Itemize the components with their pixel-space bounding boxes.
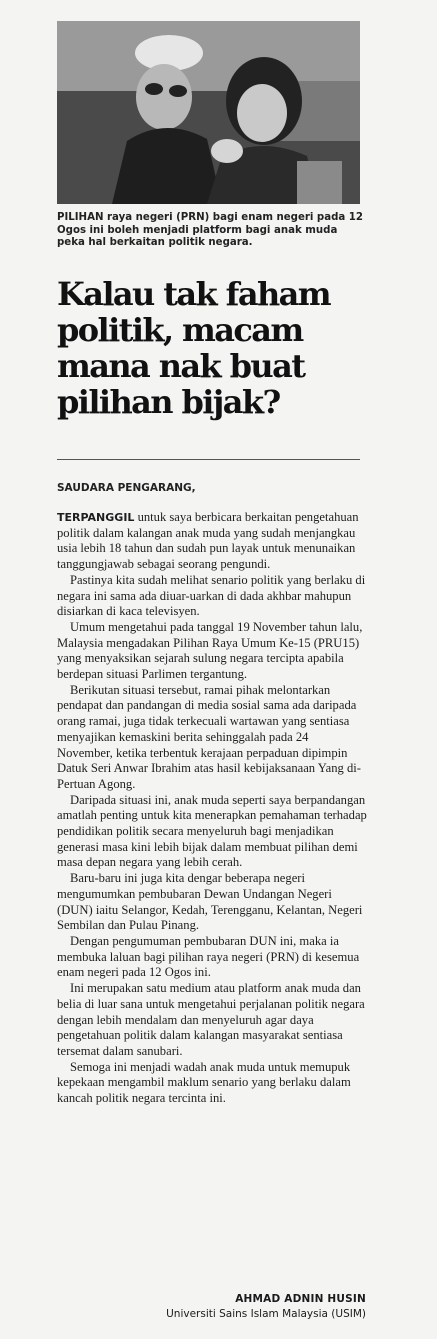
photo-illustration: [57, 21, 360, 204]
paragraph-3: Umum mengetahui pada tanggal 19 November tahun lalu, Malaysia mengadakan Pilihan Raya Umum Ke-15 (PRU15) yang menyaksikan sejarah sulung negara tercipta apabila berdepan situasi Parlimen tergantung.: [57, 619, 363, 682]
article-photo: [57, 21, 360, 204]
photo-caption: [57, 212, 367, 250]
salutation: SAUDARA PENGARANG,: [57, 482, 196, 494]
paragraph-7: Dengan pengumuman pembubaran DUN ini, maka ia membuka laluan bagi pilihan raya negeri (PRN) di kesemua enam negeri pada 12 Ogos ini.: [57, 933, 360, 980]
author-affiliation: Universiti Sains Islam Malaysia (USIM): [166, 1308, 366, 1320]
author-signature: [166, 1293, 366, 1320]
divider: [57, 459, 360, 460]
paragraph-9: Semoga ini menjadi wadah anak muda untuk memupuk kepekaan mengambil maklum senario yang berlaku dalam kancah politik negara tercinta ini.: [57, 1059, 351, 1106]
caption-text: raya negeri (PRN) bagi enam negeri pada 12 Ogos ini boleh menjadi platform bagi anak muda peka hal berkaitan politik negara.: [57, 212, 363, 249]
paragraph-5: Daripada situasi ini, anak muda seperti saya berpandangan amatlah penting untuk kita menerapkan pemahaman terhadap pendidikan politik secara menyeluruh bagi menjadikan generasi masa kini lebih bijak dalam membuat pilihan demi masa depan negara yang lebih cerah.: [57, 792, 367, 870]
headline: Kalau tak faham politik, macam mana nak buat pilihan bijak?: [57, 275, 331, 421]
paragraph-1: [57, 510, 367, 573]
paragraph-2: Pastinya kita sudah melihat senario politik yang berlaku di negara ini sama ada diuar-uarkan di dada akhbar mahupun disiarkan di kaca televisyen.: [57, 572, 366, 619]
paragraph-1-text: untuk saya berbicara berkaitan pengetahuan politik dalam kalangan anak muda yang sudah menjangkau usia lebih 18 tahun dan sudah pun layak untuk menunaikan tanggungjawab sebagai seorang pengundi.: [57, 510, 359, 572]
paragraph-8: Ini merupakan satu medium atau platform anak muda dan belia di luar sana untuk mengetahui perjalanan politik negara dengan lebih mendalam dan menyeluruh agar daya pengetahuan politik dalam kalangan masyarakat sentiasa tersemat dalam sanubari.: [57, 981, 365, 1058]
article-body: [57, 510, 367, 1107]
author-name: AHMAD ADNIN HUSIN: [235, 1293, 366, 1305]
caption-lead: PILIHAN: [57, 212, 104, 223]
paragraph-6: Baru-baru ini juga kita dengar beberapa negeri mengumumkan pembubaran Dewan Undangan Negeri (DUN) iaitu Selangor, Kedah, Terengganu, Kelantan, Negeri Sembilan dan Pulau Pinang.: [57, 871, 363, 933]
lead-word: TERPANGGIL: [57, 511, 135, 524]
paragraph-4: Berikutan situasi tersebut, ramai pihak melontarkan pendapat dan pandangan di media sosial sama ada daripada orang ramai, juga tidak terkecuali wartawan yang sentiasa menyajikan kemaskini berita sehinggalah pada 24 November, ketika terbentuk kerajaan perpaduan dipimpin Datuk Seri Anwar Ibrahim atas hasil kebijaksanaan Yang di-Pertuan Agong.: [57, 682, 361, 791]
